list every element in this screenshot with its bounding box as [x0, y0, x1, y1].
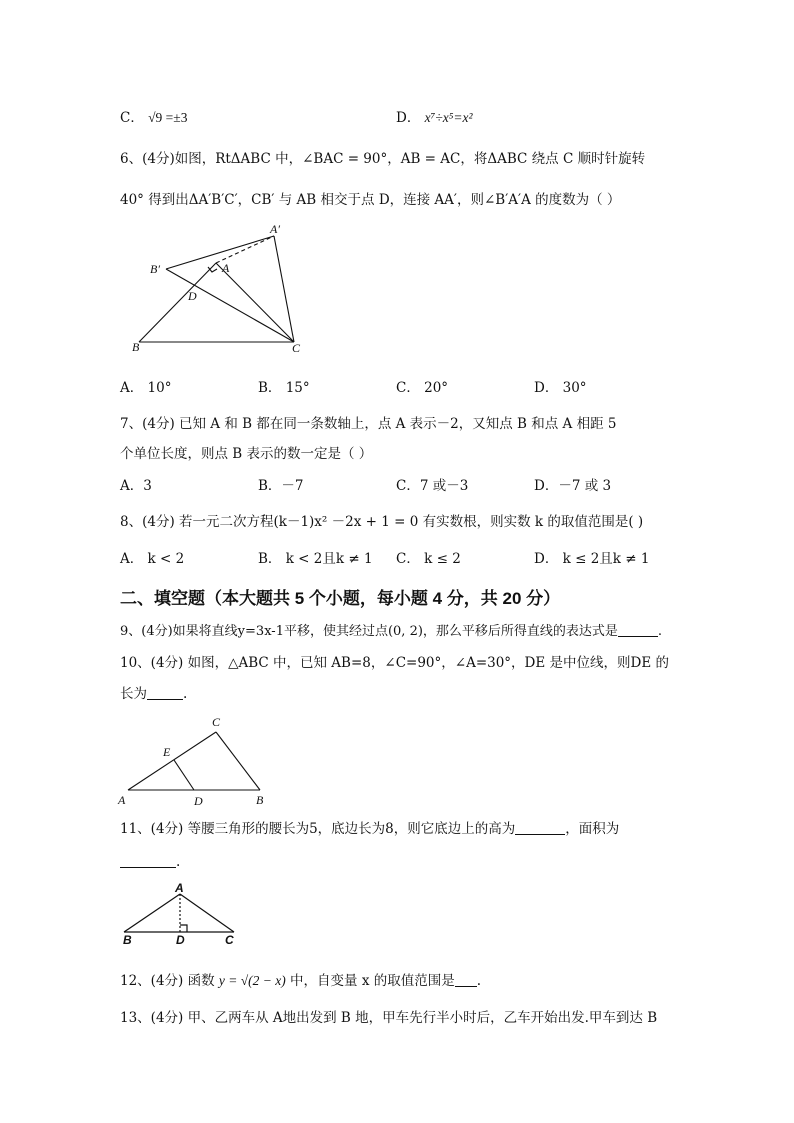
- q12-function-expr: y = √(2 − x): [218, 973, 286, 988]
- q6-label-b-prime: B′: [150, 262, 160, 276]
- q11-label-d: D: [176, 933, 185, 947]
- q11-figure: [118, 880, 248, 950]
- q7-option-d: D．－7 或 3: [534, 478, 612, 494]
- q10-figure: [114, 712, 274, 810]
- q9-stem: 9、(4分)如果将直线y=3x-1平移，使其经过点(0, 2)，那么平移后所得直线的表达式是 .: [120, 624, 663, 639]
- q7-option-c: C．7 或－3: [396, 478, 469, 494]
- q6-figure: [120, 220, 320, 360]
- section-2-title: 二、填空题（本大题共 5 个小题，每小题 4 分，共 20 分）: [120, 589, 561, 608]
- q7-option-b: B．－7: [258, 478, 304, 494]
- q11-area-blank[interactable]: [120, 853, 176, 868]
- q10-label-b: B: [256, 793, 264, 807]
- q11-label-c: C: [225, 933, 234, 947]
- q6-label-a: A: [222, 261, 230, 275]
- q6-option-c: C． 20°: [396, 380, 449, 396]
- q11-stem-line2: .: [120, 852, 180, 872]
- q10-label-d: D: [194, 794, 203, 808]
- q6-label-c: C: [292, 341, 301, 355]
- q13-stem: 13、(4分) 甲、乙两车从 A地出发到 B 地，甲车先行半小时后，乙车开始出发.甲车到达 B: [120, 1010, 658, 1026]
- q6-segment-b-prime-c: [166, 269, 294, 342]
- q7-option-a: A．3: [120, 478, 152, 494]
- q11-right-angle-mark: [180, 925, 187, 932]
- q12-answer-blank[interactable]: [455, 972, 477, 987]
- q6-option-d: D． 30°: [534, 380, 587, 396]
- q10-answer-blank[interactable]: [147, 685, 183, 700]
- q8-option-c: C． k ≤ 2: [396, 551, 461, 567]
- q7-stem-line1: 7、(4分) 已知 A 和 B 都在同一条数轴上，点 A 表示－2，又知点 B 和点 A 相距 5: [120, 416, 617, 432]
- q8-option-d: D． k ≤ 2且k ≠ 1: [534, 551, 650, 567]
- q11-segment-ba: [124, 894, 180, 932]
- q11-segment-ac: [180, 894, 234, 932]
- q10-segment-ed: [174, 760, 194, 790]
- q6-stem-line2: 40° 得到出ΔA′B′C′，CB′ 与 AB 相交于点 D，连接 AA′，则∠B′A′A 的度数为（ ）: [120, 192, 621, 208]
- q10-stem-line2: 长为 .: [120, 686, 188, 702]
- q10-segment-cb: [216, 732, 260, 790]
- q10-label-c: C: [212, 715, 221, 729]
- q6-label-b: B: [132, 340, 140, 354]
- q6-stem-line1: 6、(4分)如图，RtΔABC 中，∠BAC = 90°，AB = AC，将ΔABC 绕点 C 顺时针旋转: [120, 151, 646, 167]
- q6-label-d: D: [188, 289, 197, 303]
- q12-stem: 12、(4分) 函数 y = √(2 − x) 中，自变量 x 的取值范围是 .: [120, 973, 482, 989]
- q11-label-a: A: [175, 881, 184, 895]
- q6-label-a-prime: A′: [270, 222, 280, 236]
- q9-answer-blank[interactable]: [618, 622, 658, 637]
- q10-label-e: E: [163, 745, 171, 759]
- q6-right-angle-mark: [208, 267, 217, 272]
- q8-stem: 8、(4分) 若一元二次方程(k－1)x² －2x + 1 = 0 有实数根，则实数 k 的取值范围是( ): [120, 514, 644, 530]
- q8-option-b: B． k < 2且k ≠ 1: [258, 551, 373, 567]
- q6-segment-b-prime-a-prime: [166, 236, 274, 269]
- q10-segment-ac: [128, 732, 216, 790]
- q7-stem-line2: 个单位长度，则点 B 表示的数一定是（ ）: [120, 446, 373, 462]
- q11-height-blank[interactable]: [515, 820, 565, 835]
- q11-stem-line1: 11、(4分) 等腰三角形的腰长为5，底边长为8，则它底边上的高为 ，面积为: [120, 821, 620, 837]
- q6-dashed-aa-prime: [216, 236, 274, 263]
- q6-option-a: A． 10°: [120, 380, 172, 396]
- q6-segment-a-prime-c: [274, 236, 294, 342]
- q5-option-c: C． √9 =±3: [120, 110, 188, 126]
- q8-option-a: A． k < 2: [120, 551, 185, 567]
- q6-option-b: B． 15°: [258, 380, 310, 396]
- q10-label-a: A: [118, 793, 126, 807]
- q10-stem-line1: 10、(4分) 如图，△ABC 中，已知 AB=8，∠C=90°，∠A=30°，DE 是中位线，则DE 的: [120, 655, 669, 671]
- q11-label-b: B: [123, 933, 132, 947]
- q5-option-d: D． x⁷÷x⁵=x²: [396, 110, 473, 126]
